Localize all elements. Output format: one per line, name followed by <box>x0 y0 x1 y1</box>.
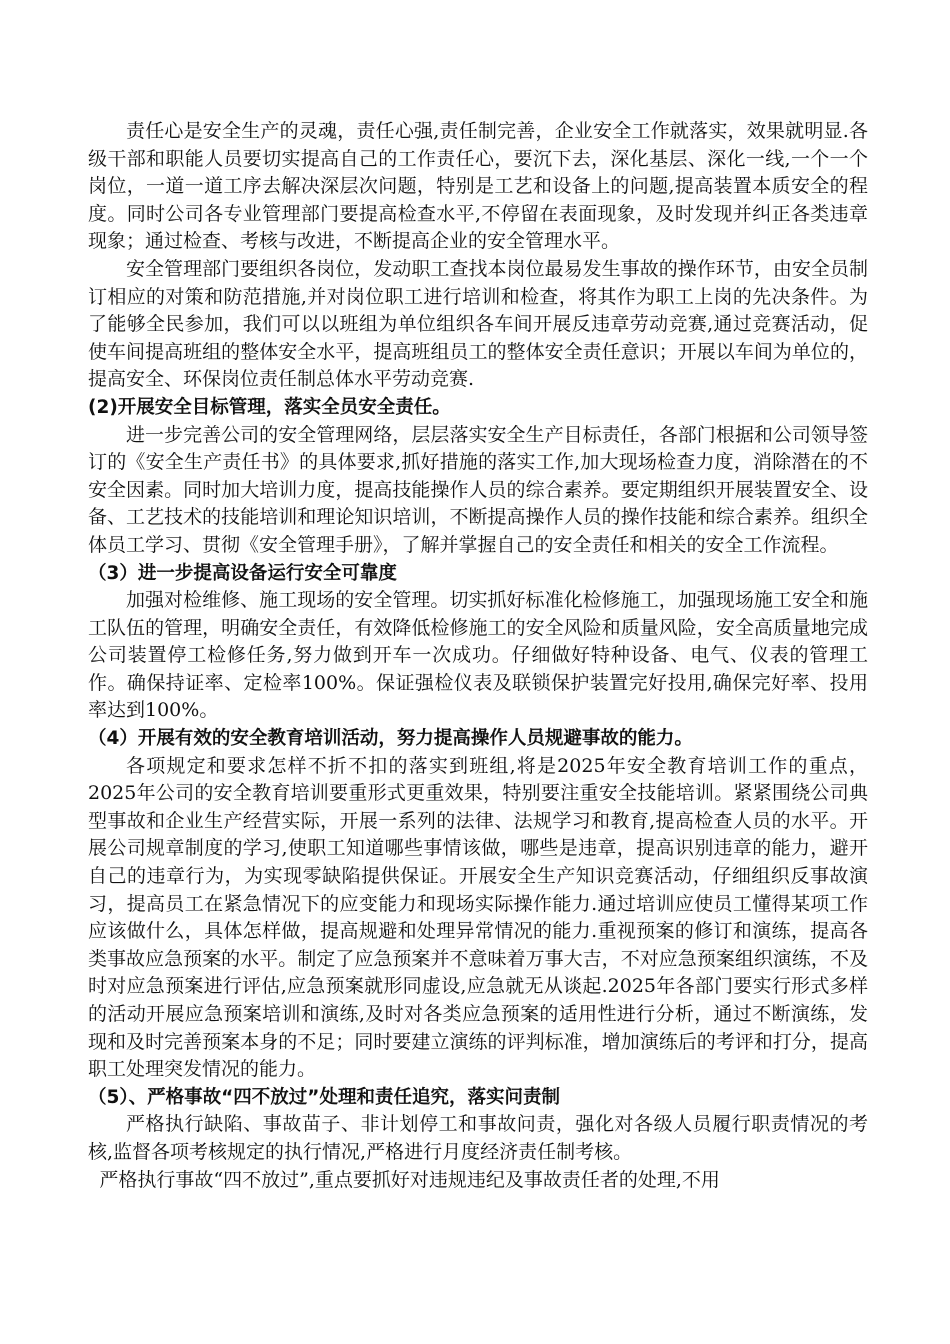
heading-safety-target-management: (2)开展安全目标管理，落实全员安全责任。 <box>88 396 451 418</box>
paragraph-accountability-assessment: 严格执行缺陷、事故苗子、非计划停工和事故问责，强化对各级人员履行职责情况的考核,监督各项考核规定的执行情况,严格进行月度经济责任制考核。 <box>88 1113 868 1163</box>
paragraph-safety-network: 进一步完善公司的安全管理网络，层层落实安全生产目标责任，各部门根据和公司领导签订的《安全生产责任书》的具体要求,抓好措施的落实工作,加大现场检查力度，消除潜在的不安全因素。同时加大培训力度，提高技能操作人员的综合素养。要定期组织开展装置安全、设备、工艺技术的技能培训和理论知识培训，不断提高操作人员的操作技能和综合素养。组织全体员工学习、贯彻《安全管理手册》，了解并掌握自己的安全责任和相关的安全工作流程。 <box>88 423 868 556</box>
paragraph-safety-department: 安全管理部门要组织各岗位，发动职工查找本岗位最易发生事故的操作环节，由安全员制订相应的对策和防范措施,并对岗位职工进行培训和检查，将其作为职工上岗的先决条件。为了能够全民参加，我们可以以班组为单位组织各车间开展反违章劳动竞赛,通过竞赛活动，促使车间提高班组的整体安全水平，提高班组员工的整体安全责任意识；开展以车间为单位的，提高安全、环保岗位责任制总体水平劳动竞赛. <box>88 257 868 391</box>
heading-accident-accountability: （5）、严格事故“四不放过”处理和责任追究，落实问责制 <box>88 1086 560 1108</box>
document-body <box>88 118 868 1194</box>
heading-equipment-reliability: （3）进一步提高设备运行安全可靠度 <box>88 562 397 584</box>
paragraph-four-not-let-go: 严格执行事故“四不放过”,重点要抓好对违规违纪及事故责任者的处理,不用 <box>99 1168 720 1191</box>
paragraph-maintenance-management: 加强对检维修、施工现场的安全管理。切实抓好标准化检修施工，加强现场施工安全和施工队伍的管理，明确安全责任，有效降低检修施工的安全风险和质量风险，安全高质量地完成公司装置停工检修任务,努力做到开车一次成功。仔细做好特种设备、电气、仪表的管理工作。确保持证率、定检率100%。保证强检仪表及联锁保护装置完好投用,确保完好率、投用率达到100%。 <box>88 589 868 722</box>
heading-safety-training: （4）开展有效的安全教育培训活动，努力提高操作人员规避事故的能力。 <box>88 728 693 750</box>
paragraph-responsibility: 责任心是安全生产的灵魂，责任心强,责任制完善，企业安全工作就落实，效果就明显.各级干部和职能人员要切实提高自己的工作责任心，要沉下去，深化基层、深化一线,一个一个岗位，一道一道工序去解决深层次问题，特别是工艺和设备上的问题,提高装置本质安全的程度。同时公司各专业管理部门要提高检查水平,不停留在表面现象，及时发现并纠正各类违章现象；通过检查、考核与改进，不断提高企业的安全管理水平。 <box>88 120 868 253</box>
paragraph-training-details: 各项规定和要求怎样不折不扣的落实到班组,将是2025年安全教育培训工作的重点，2025年公司的安全教育培训要重形式更重效果，特别要注重安全技能培训。紧紧围绕公司典型事故和企业生产经营实际，开展一系列的法律、法规学习和教育,提高检查人员的水平。开展公司规章制度的学习,使职工知道哪些事情该做，哪些是违章，提高识别违章的能力，避开自己的违章行为，为实现零缺陷提供保证。开展安全生产知识竞赛活动，仔细组织反事故演习，提高员工在紧急情况下的应变能力和现场实际操作能力.通过培训应使员工懂得某项工作应该做什么，具体怎样做，提高规避和处理异常情况的能力.重视预案的修订和演练，提高各类事故应急预案的水平。制定了应急预案并不意味着万事大吉，不对应急预案组织演练，不及时对应急预案进行评估,应急预案就形同虚设,应急就无从谈起.2025年各部门要实行形式多样的活动开展应急预案培训和演练,及时对各类应急预案的适用性进行分析，通过不断演练，发现和及时完善预案本身的不足；同时要建立演练的评判标准，增加演练后的考评和打分，提高职工处理突发情况的能力。 <box>88 754 868 1081</box>
